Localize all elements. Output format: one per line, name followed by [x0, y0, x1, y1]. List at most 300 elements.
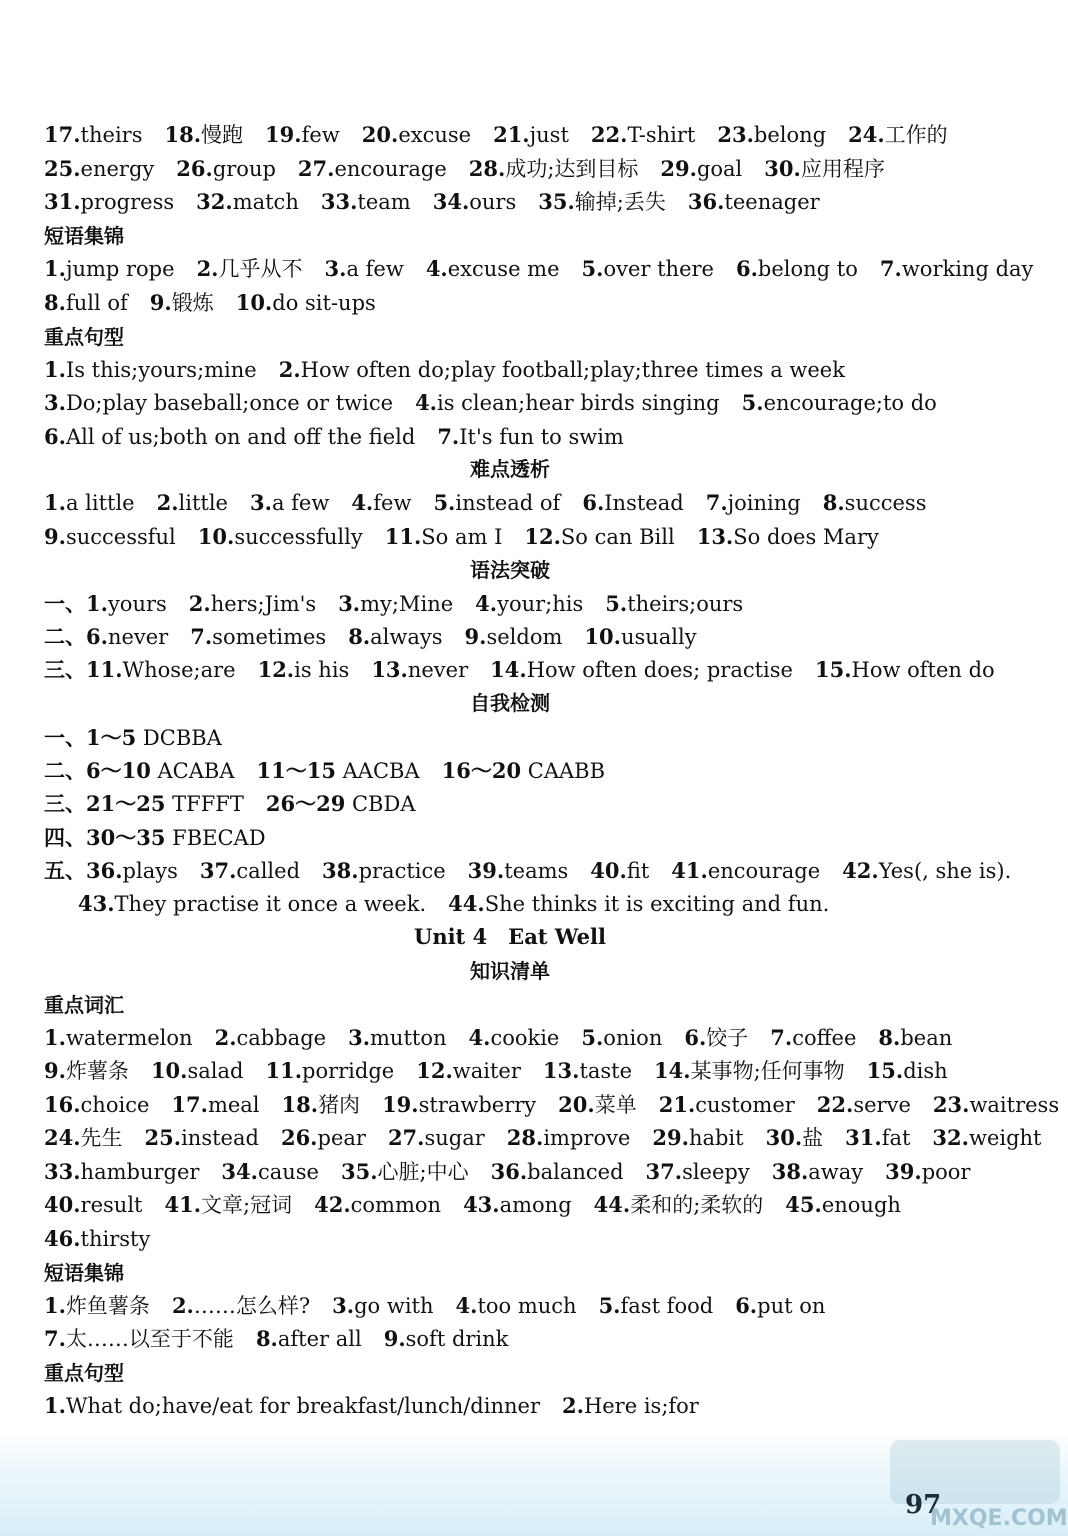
answer-number: 7. — [44, 1326, 66, 1351]
watermark-text: MXQE.COM — [930, 1506, 1068, 1531]
answer-number: 13. — [696, 524, 734, 549]
answer-text: called — [236, 859, 301, 883]
answer-number: 30. — [765, 1125, 803, 1150]
answer-text: go with — [354, 1294, 434, 1318]
answer-text: instead — [181, 1126, 259, 1150]
answer-text: joining — [727, 491, 801, 515]
answer-text: a few — [346, 257, 404, 281]
answer-text: successfully — [234, 525, 363, 549]
answer-number: 30. — [764, 156, 801, 181]
answer-text: 成功;达到目标 — [505, 157, 639, 181]
answer-text: is clean;hear birds singing — [437, 391, 720, 415]
answer-item — [362, 118, 471, 152]
answer-item — [44, 854, 178, 888]
unit-title: Unit 4 Eat Well — [414, 924, 606, 949]
answer-line — [44, 620, 1028, 654]
answer-item — [44, 1054, 129, 1088]
answer-text: 菜单 — [594, 1093, 637, 1117]
answer-text: improve — [543, 1126, 631, 1150]
section-heading-phrases: 短语集锦 — [44, 1261, 124, 1285]
answer-item — [44, 286, 128, 320]
answer-number: 41. — [671, 858, 708, 883]
answer-line — [78, 887, 1028, 921]
answer-number: 23. — [717, 122, 754, 147]
answer-line — [44, 185, 1028, 219]
answer-number: 46. — [44, 1226, 81, 1251]
answer-item — [416, 1054, 521, 1088]
answer-text: cookie — [490, 1026, 560, 1050]
answer-text: encourage — [334, 157, 447, 181]
answer-item — [867, 1054, 948, 1088]
answer-number: 37. — [199, 858, 237, 883]
answer-text: 猪肉 — [318, 1093, 361, 1117]
answer-number: 29. — [652, 1125, 689, 1150]
answer-text: balanced — [527, 1160, 624, 1184]
answer-item — [426, 252, 560, 286]
answer-number: 29. — [660, 156, 697, 181]
answer-text: She thinks it is exciting and fun. — [484, 892, 830, 916]
answer-line — [44, 1188, 1028, 1222]
answer-item — [558, 1088, 637, 1122]
answer-item — [298, 152, 447, 186]
answer-number: 1. — [44, 1025, 66, 1050]
answer-text: too much — [477, 1294, 577, 1318]
answer-item — [646, 1155, 750, 1189]
section-heading-vocab: 重点词汇 — [44, 993, 124, 1017]
answer-item — [265, 118, 340, 152]
answer-line — [44, 152, 1028, 186]
answer-item — [932, 1121, 1041, 1155]
answer-text: How often does; practise — [526, 658, 793, 682]
answer-text: ACABA — [150, 759, 235, 783]
answer-item — [44, 653, 236, 687]
answer-number: 2. — [171, 1293, 194, 1318]
section-heading-selftest: 自我检测 — [470, 691, 550, 715]
answer-text: theirs;ours — [627, 592, 744, 616]
answer-item — [236, 286, 376, 320]
answer-line — [44, 386, 1028, 420]
answer-number: 13. — [542, 1058, 580, 1083]
answer-number: 8. — [822, 490, 845, 515]
answer-text: match — [232, 190, 299, 214]
answer-number: 4. — [425, 256, 448, 281]
answer-number: 2. — [214, 1025, 237, 1050]
answer-item — [764, 152, 885, 186]
answer-item — [543, 1054, 632, 1088]
answer-item — [164, 1188, 292, 1222]
answer-item — [44, 353, 257, 387]
answer-text: CBDA — [345, 792, 416, 816]
answer-number: 8. — [348, 624, 371, 649]
answer-line — [44, 486, 1028, 520]
answer-text: encourage — [707, 859, 821, 883]
answer-number: 44. — [448, 891, 485, 916]
answer-line — [44, 587, 1028, 621]
answer-text: result — [80, 1193, 143, 1217]
answer-text: thirsty — [80, 1227, 151, 1251]
answer-text: 心脏;中心 — [377, 1160, 469, 1184]
answer-number: 6. — [44, 424, 66, 449]
answer-text: plays — [122, 859, 178, 883]
answer-text: practice — [358, 859, 446, 883]
answer-item — [44, 1088, 149, 1122]
answer-text: Is this;yours;mine — [65, 358, 257, 382]
answer-item — [848, 118, 948, 152]
answer-item — [688, 185, 820, 219]
answer-number: 二、6～10 — [44, 758, 151, 783]
answer-line — [44, 420, 1028, 454]
answer-text: theirs — [80, 123, 143, 147]
answer-number: 25. — [44, 156, 81, 181]
answer-item — [44, 620, 168, 654]
answer-text: 几乎从不 — [218, 257, 303, 281]
answer-line — [44, 787, 1028, 821]
answer-text: 应用程序 — [800, 157, 885, 181]
answer-text: AACBA — [335, 759, 420, 783]
answer-number: 2. — [278, 357, 301, 382]
answer-item — [584, 620, 696, 654]
answer-item — [591, 118, 695, 152]
answer-number: 35. — [340, 1159, 378, 1184]
answer-text: sugar — [424, 1126, 485, 1150]
answer-text: waiter — [452, 1059, 521, 1083]
answer-number: 8. — [878, 1025, 901, 1050]
answer-number: 9. — [464, 624, 487, 649]
answer-number: 一、1. — [44, 591, 108, 616]
answer-number: 4. — [415, 390, 437, 415]
answer-line — [44, 721, 1028, 755]
answer-item — [151, 1054, 244, 1088]
answer-item — [200, 854, 300, 888]
answer-item — [78, 887, 426, 921]
answer-text: All of us;both on and off the field — [65, 425, 416, 449]
answer-text: mutton — [370, 1026, 447, 1050]
answer-text: usually — [620, 625, 697, 649]
answer-line — [44, 1322, 1028, 1356]
answer-item — [772, 1155, 863, 1189]
answer-item — [382, 1088, 536, 1122]
answer-text: team — [357, 190, 411, 214]
answer-text: excuse — [398, 123, 472, 147]
answer-text: ours — [469, 190, 517, 214]
answer-number: 11. — [384, 524, 422, 549]
answer-number: 15. — [866, 1058, 904, 1083]
answer-text: FBECAD — [165, 826, 266, 850]
answer-item — [706, 486, 801, 520]
answer-item — [164, 118, 243, 152]
answer-text: away — [808, 1160, 864, 1184]
answer-number: 10. — [197, 524, 235, 549]
answer-text: enough — [821, 1193, 901, 1217]
answer-item — [491, 1155, 624, 1189]
answer-line — [44, 118, 1028, 152]
answer-number: 40. — [44, 1192, 81, 1217]
answer-number: 42. — [842, 858, 879, 883]
answer-item — [44, 821, 266, 855]
answer-text: So does Mary — [733, 525, 879, 549]
answer-number: 5. — [598, 1293, 621, 1318]
answer-number: 18. — [164, 122, 202, 147]
answer-text: fat — [881, 1126, 911, 1150]
answer-text: a little — [65, 491, 135, 515]
answer-item — [44, 252, 175, 286]
answer-number: 11. — [265, 1058, 303, 1083]
answer-item — [279, 353, 845, 387]
answer-text: T-shirt — [627, 123, 696, 147]
answer-text: jump rope — [65, 257, 175, 281]
answer-text: dish — [903, 1059, 948, 1083]
answer-number: 16～20 — [441, 758, 522, 783]
answer-line — [44, 1389, 1028, 1423]
answer-number: 5. — [605, 591, 628, 616]
answer-item — [815, 653, 995, 687]
answer-item — [215, 1021, 327, 1055]
answer-text: 炸薯条 — [65, 1059, 129, 1083]
answer-number: 4. — [468, 1025, 491, 1050]
answer-number: 45. — [785, 1192, 822, 1217]
answer-text: do sit-ups — [272, 291, 376, 315]
answer-number: 10. — [150, 1058, 188, 1083]
answer-number: 31. — [845, 1125, 882, 1150]
section-heading-difficulty: 难点透析 — [470, 457, 550, 481]
answer-item — [44, 721, 222, 755]
answer-text: seldom — [486, 625, 563, 649]
answer-item — [582, 252, 714, 286]
answer-text: ……怎么样? — [193, 1294, 311, 1318]
answer-text: CAABB — [521, 759, 606, 783]
answer-number: 3. — [44, 390, 66, 415]
answer-item — [338, 587, 453, 621]
section-heading-sentences: 重点句型 — [44, 1361, 124, 1385]
answer-item — [171, 1088, 259, 1122]
answer-text: full of — [65, 291, 128, 315]
answer-item — [490, 653, 793, 687]
answer-item — [878, 1021, 952, 1055]
answer-item — [44, 1222, 150, 1256]
answer-number: 3. — [250, 490, 272, 515]
answer-number: 三、21～25 — [44, 791, 166, 816]
answer-item — [145, 1121, 259, 1155]
answer-item — [590, 854, 649, 888]
answer-text: belong to — [757, 257, 858, 281]
answer-item — [660, 152, 742, 186]
answer-text: among — [499, 1193, 572, 1217]
answer-item — [594, 1188, 764, 1222]
answer-item — [44, 1289, 150, 1323]
answer-text: always — [370, 625, 443, 649]
answer-text: They practise it once a week. — [114, 892, 427, 916]
answer-item — [176, 152, 276, 186]
answer-number: 24. — [848, 122, 885, 147]
answer-text: never — [407, 658, 469, 682]
answer-number: 10. — [235, 290, 273, 315]
answer-number: 7. — [770, 1025, 793, 1050]
answer-text: teams — [504, 859, 569, 883]
answer-number: 四、30～35 — [44, 825, 166, 850]
answer-text: watermelon — [65, 1026, 193, 1050]
answer-number: 7. — [879, 256, 902, 281]
answer-item — [885, 1155, 970, 1189]
answer-item — [384, 1322, 509, 1356]
answer-text: 盐 — [802, 1126, 824, 1150]
answer-number: 一、1～5 — [44, 725, 137, 750]
answer-number: 17. — [44, 122, 81, 147]
answer-text: progress — [80, 190, 175, 214]
section-heading-sentences: 重点句型 — [44, 325, 124, 349]
answer-number: 22. — [816, 1092, 854, 1117]
answer-item — [44, 1188, 142, 1222]
answer-number: 12. — [416, 1058, 453, 1083]
answer-item — [465, 620, 563, 654]
answer-item — [697, 520, 879, 554]
answer-number: 1. — [44, 490, 66, 515]
answer-item — [198, 520, 363, 554]
answer-item — [717, 118, 826, 152]
answer-item — [197, 252, 303, 286]
page-number: 97 — [905, 1490, 942, 1520]
answer-text: So can Bill — [560, 525, 675, 549]
answer-item — [221, 1155, 319, 1189]
answer-text: successful — [65, 525, 176, 549]
answer-item — [341, 1155, 469, 1189]
answer-text: little — [178, 491, 228, 515]
answer-number: 38. — [322, 858, 359, 883]
answer-item — [325, 252, 404, 286]
answer-number: 2. — [196, 256, 219, 281]
answer-item — [463, 1188, 572, 1222]
answer-text: DCBBA — [136, 726, 222, 750]
answer-number: 26～29 — [265, 791, 346, 816]
answer-number: 26. — [176, 156, 213, 181]
answer-item — [322, 854, 446, 888]
answer-text: cause — [257, 1160, 319, 1184]
answer-item — [415, 386, 720, 420]
answer-item — [172, 1289, 310, 1323]
answer-item — [189, 587, 316, 621]
answer-number: 12. — [524, 524, 561, 549]
answer-text: a few — [271, 491, 330, 515]
answer-item — [44, 1155, 199, 1189]
answer-number: 32. — [932, 1125, 969, 1150]
answer-text: 太……以至于不能 — [65, 1327, 234, 1351]
answer-item — [190, 620, 326, 654]
answer-text: few — [301, 123, 340, 147]
answer-text: meal — [207, 1093, 260, 1117]
answer-item — [44, 587, 167, 621]
answer-number: 33. — [44, 1159, 81, 1184]
answer-text: waitress — [969, 1093, 1060, 1117]
answer-item — [250, 486, 329, 520]
answer-number: 20. — [558, 1092, 595, 1117]
answer-item — [842, 854, 1011, 888]
answer-number: 1. — [44, 1393, 66, 1418]
answer-text: strawberry — [418, 1093, 537, 1117]
answer-number: 38. — [771, 1159, 809, 1184]
answer-text: pear — [317, 1126, 366, 1150]
answer-item — [44, 486, 135, 520]
answer-item — [196, 185, 299, 219]
answer-text: poor — [921, 1160, 971, 1184]
answer-text: How often do — [851, 658, 995, 682]
answer-text: bean — [900, 1026, 953, 1050]
answer-item — [44, 1121, 123, 1155]
answer-number: 34. — [221, 1159, 258, 1184]
answer-item — [654, 1054, 845, 1088]
answer-text: 文章;冠词 — [201, 1193, 293, 1217]
answer-text: my;Mine — [360, 592, 454, 616]
answer-item — [507, 1121, 631, 1155]
answer-number: 五、36. — [44, 858, 123, 883]
answer-line — [44, 1021, 1028, 1055]
answer-number: 28. — [506, 1125, 544, 1150]
answer-line — [44, 520, 1028, 554]
answer-text: onion — [603, 1026, 663, 1050]
section-heading-phrases: 短语集锦 — [44, 224, 124, 248]
answer-item — [448, 887, 829, 921]
answer-text: 先生 — [80, 1126, 123, 1150]
answer-number: 17. — [171, 1092, 208, 1117]
answer-text: 饺子 — [706, 1026, 749, 1050]
section-heading-knowledge: 知识清单 — [470, 959, 550, 983]
answer-item — [44, 420, 415, 454]
answer-text: group — [212, 157, 276, 181]
answer-item — [282, 1088, 361, 1122]
answer-item — [433, 486, 560, 520]
answer-text: 慢跑 — [201, 123, 244, 147]
answer-item — [468, 854, 569, 888]
answer-text: encourage;to do — [763, 391, 937, 415]
answer-line — [44, 1054, 1028, 1088]
answer-number: 三、11. — [44, 657, 123, 682]
answer-text: TFFFT — [165, 792, 244, 816]
answer-item — [456, 1289, 577, 1323]
answer-number: 14. — [490, 657, 527, 682]
answer-number: 13. — [371, 657, 408, 682]
answer-number: 21. — [658, 1092, 696, 1117]
answer-item — [671, 854, 820, 888]
answer-text: put on — [757, 1294, 826, 1318]
answer-item — [150, 286, 214, 320]
answer-number: 2. — [188, 591, 211, 616]
answer-item — [44, 520, 176, 554]
answer-text: How often do;play football;play;three times a week — [300, 358, 845, 382]
answer-number: 5. — [433, 490, 456, 515]
answer-item — [256, 1322, 362, 1356]
answer-text: weight — [968, 1126, 1042, 1150]
answer-line — [44, 1289, 1028, 1323]
answer-number: 9. — [149, 290, 172, 315]
answer-number: 3. — [324, 256, 347, 281]
answer-text: your;his — [497, 592, 584, 616]
answer-item — [469, 1021, 560, 1055]
answer-text: is his — [294, 658, 350, 682]
answer-number: 3. — [348, 1025, 371, 1050]
answer-number: 26. — [280, 1125, 318, 1150]
answer-item — [493, 118, 569, 152]
answer-text: It's fun to swim — [459, 425, 624, 449]
answer-number: 42. — [314, 1192, 351, 1217]
answer-item — [332, 1289, 433, 1323]
answer-text: energy — [80, 157, 155, 181]
answer-text: sleepy — [682, 1160, 750, 1184]
answer-number: 32. — [196, 189, 233, 214]
answer-item — [44, 787, 244, 821]
answer-number: 2. — [562, 1393, 584, 1418]
answer-item — [44, 754, 235, 788]
answer-line — [44, 1222, 1028, 1256]
answer-item — [599, 1289, 714, 1323]
answer-number: 24. — [44, 1125, 81, 1150]
